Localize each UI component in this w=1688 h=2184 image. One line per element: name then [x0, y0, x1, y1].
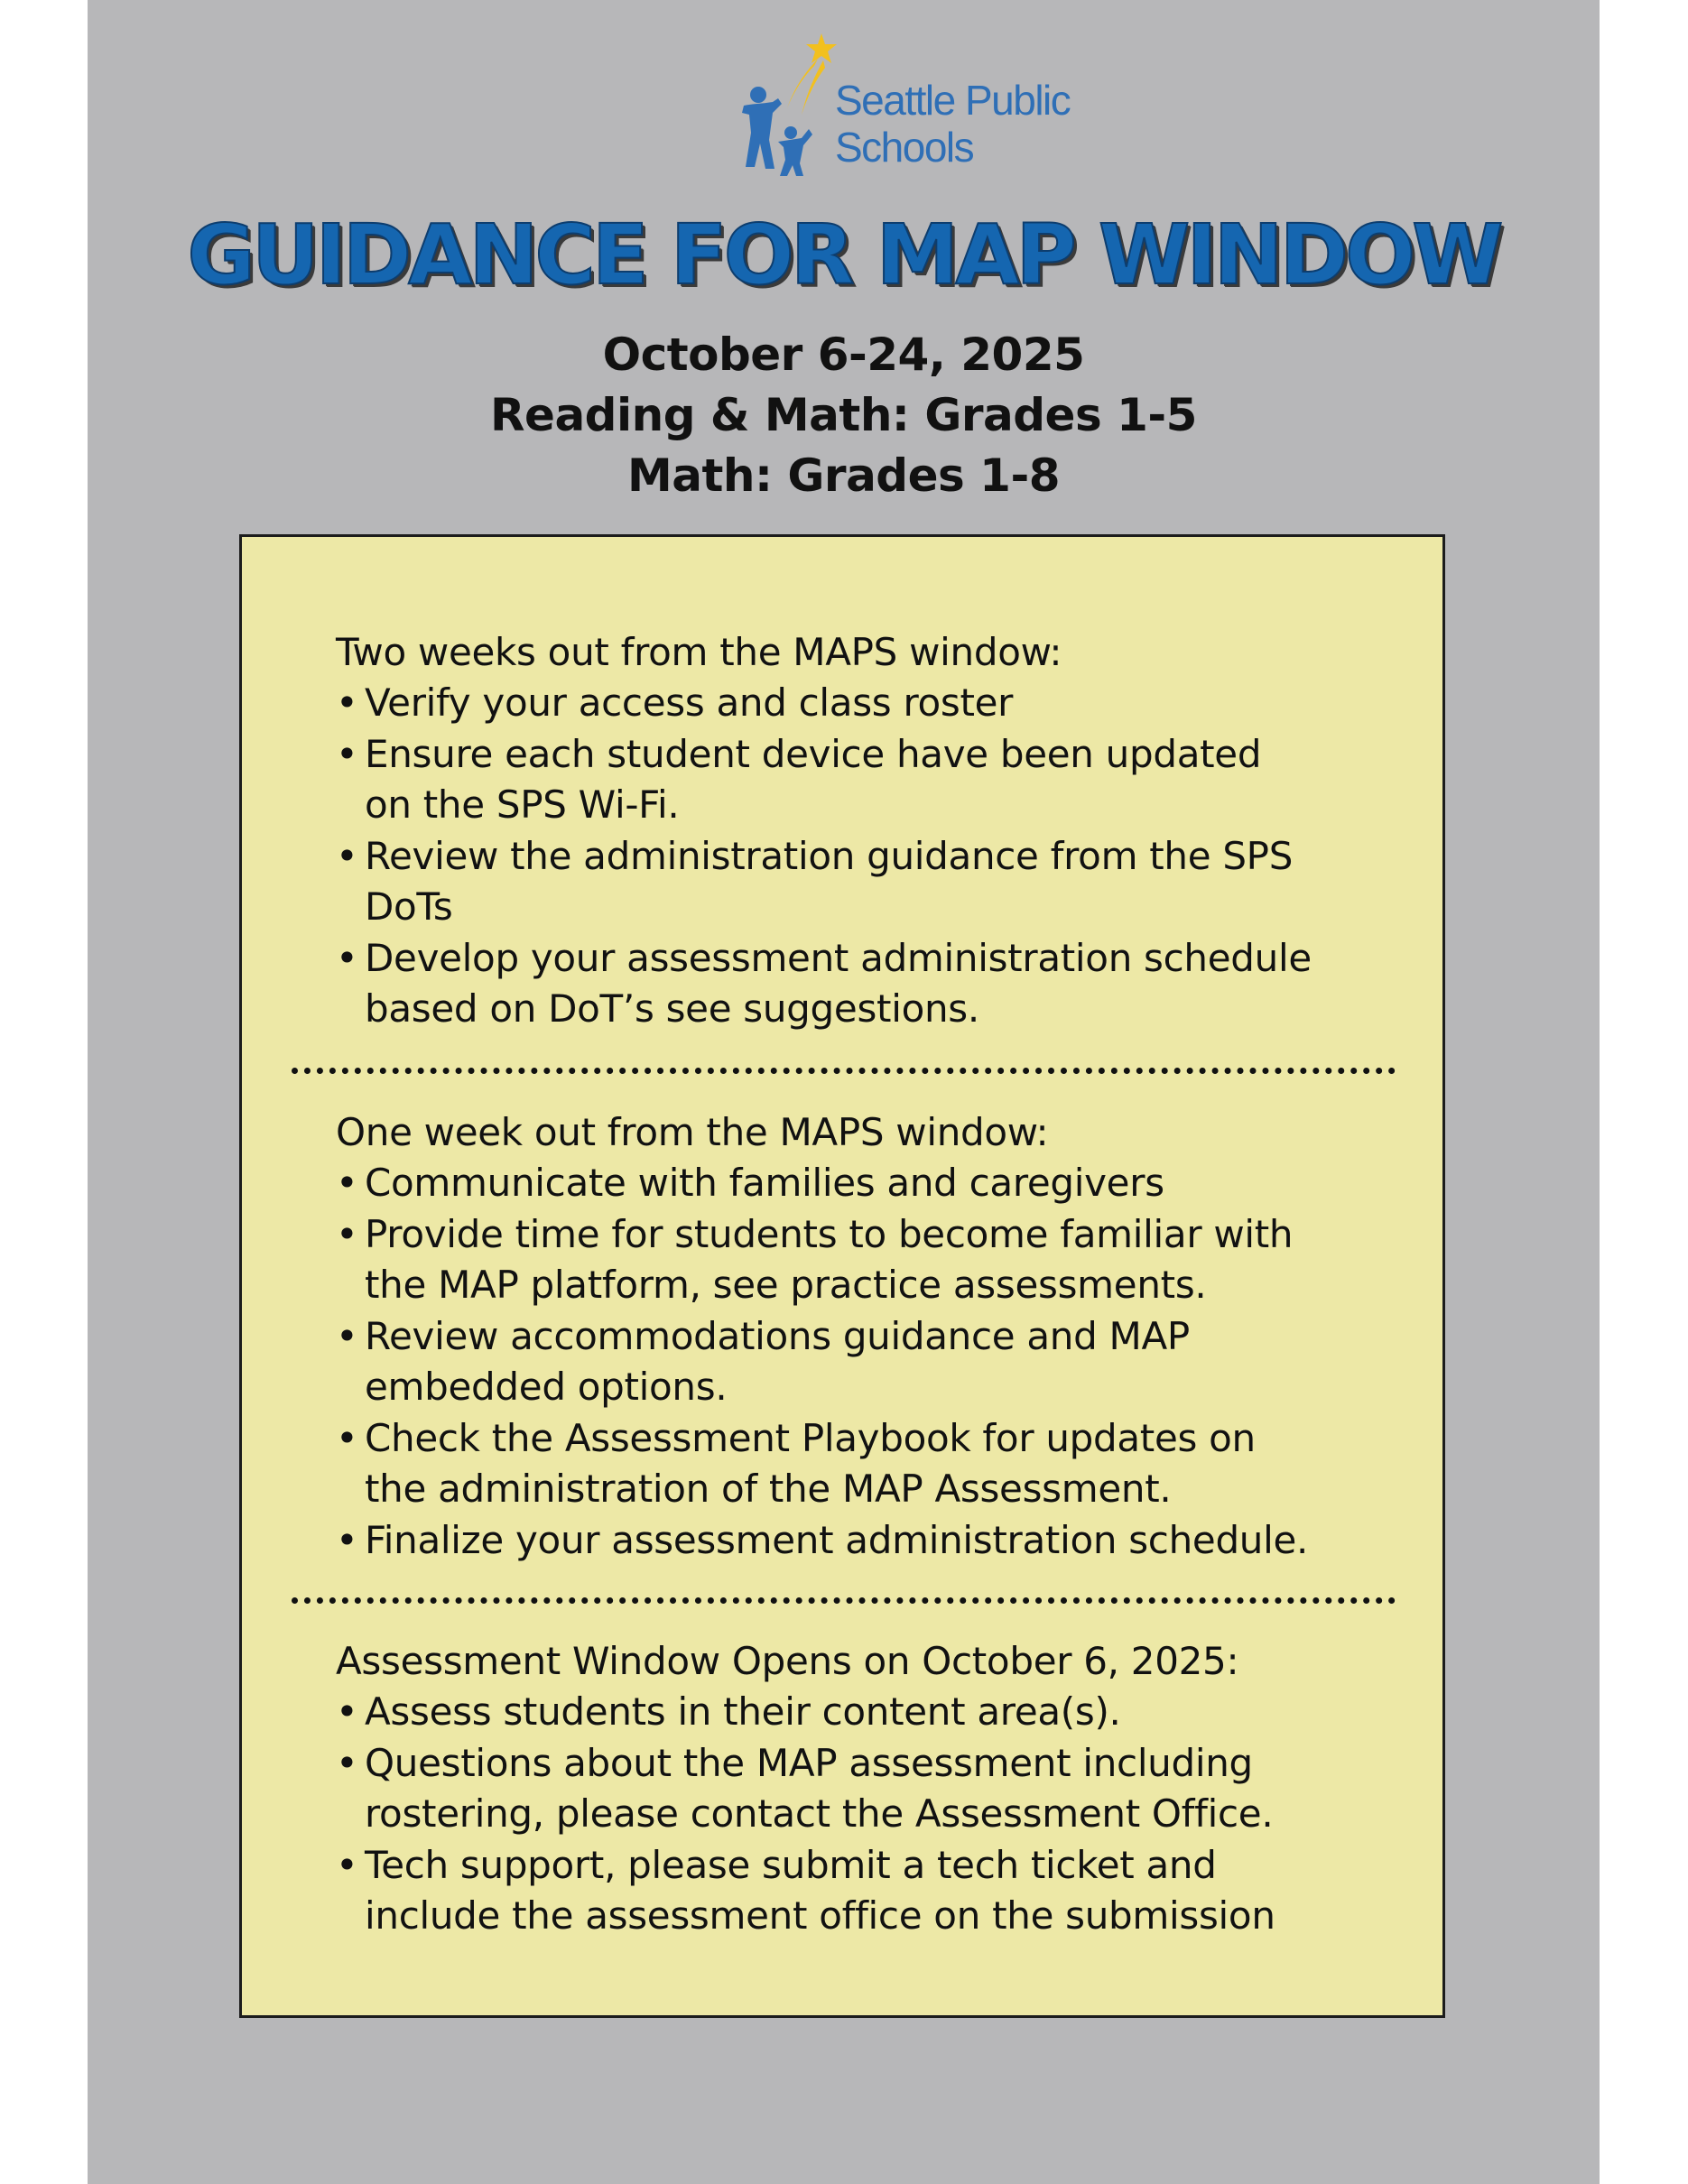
list-item: [336, 1840, 1383, 1942]
list-item-line: • Finalize your assessment administration schedule.: [365, 1517, 1309, 1562]
list-item-line: • Communicate with families and caregivers: [365, 1161, 1164, 1205]
list-item: [336, 1687, 1383, 1738]
list-item: [336, 1158, 1383, 1209]
list-item: [336, 1413, 1383, 1515]
list-item: [336, 933, 1383, 1035]
list-item-line: • Assess students in their content area(s).: [365, 1689, 1121, 1734]
list-item-line: • Provide time for students to become familiar with: [365, 1211, 1294, 1256]
section-heading: One week out from the MAPS window:: [336, 1110, 1049, 1154]
guidance-box: [239, 534, 1445, 2018]
list-item-line: • Check the Assessment Playbook for updates on: [365, 1415, 1256, 1460]
section-one-week-out: [336, 1107, 1383, 1566]
logo-figures-icon: [742, 32, 841, 176]
bullet-list: [336, 1687, 1383, 1942]
section-heading: Assessment Window Opens on October 6, 2025:: [336, 1639, 1239, 1683]
list-item-line: embedded options.: [365, 1365, 728, 1409]
subheading: [88, 325, 1600, 506]
list-item-line: rostering, please contact the Assessment Office.: [365, 1791, 1274, 1836]
bullet-list: [336, 1158, 1383, 1566]
logo-line-2: Schools: [835, 124, 974, 171]
list-item-line: based on DoT’s see suggestions.: [365, 986, 979, 1031]
list-item: [336, 1738, 1383, 1840]
bullet-list: [336, 678, 1383, 1035]
list-item-line: • Develop your assessment administration schedule: [365, 935, 1312, 980]
list-item-line: • Verify your access and class roster: [365, 680, 1014, 725]
list-item: [336, 831, 1383, 933]
list-item-line: • Review accommodations guidance and MAP: [365, 1313, 1190, 1358]
page-title: GUIDANCE FOR MAP WINDOW: [187, 207, 1500, 303]
subheading-math: Math: Grades 1-8: [626, 449, 1061, 502]
section-window-opens: [336, 1636, 1383, 1942]
list-item-line: • Questions about the MAP assessment including: [365, 1740, 1253, 1785]
window-dates: October 6-24, 2025: [602, 329, 1085, 381]
seattle-public-schools-logo: [742, 32, 1121, 176]
subheading-reading-math: Reading & Math: Grades 1-5: [490, 389, 1197, 441]
list-item: [336, 678, 1383, 729]
logo-line-1: Seattle Public: [835, 77, 1071, 124]
list-item: [336, 1515, 1383, 1567]
dotted-divider: [292, 1597, 1396, 1604]
list-item: [336, 1311, 1383, 1413]
list-item-line: • Review the administration guidance from the SPS: [365, 833, 1294, 878]
list-item-line: the administration of the MAP Assessment.: [365, 1467, 1172, 1511]
list-item-line: • Tech support, please submit a tech ticket and: [365, 1842, 1217, 1887]
section-two-weeks-out: [336, 627, 1383, 1035]
logo-star-icon: [806, 33, 837, 63]
list-item: [336, 729, 1383, 831]
list-item-line: the MAP platform, see practice assessments.: [365, 1263, 1207, 1307]
list-item-line: include the assessment office on the submission: [365, 1893, 1275, 1938]
section-heading: Two weeks out from the MAPS window:: [336, 630, 1062, 674]
list-item: [336, 1209, 1383, 1311]
dotted-divider: [292, 1068, 1396, 1074]
list-item-line: • Ensure each student device have been updated: [365, 731, 1262, 776]
list-item-line: DoTs: [365, 884, 453, 929]
logo-wordmark: [835, 77, 1070, 171]
list-item-line: on the SPS Wi-Fi.: [365, 782, 680, 827]
flyer-page: [88, 0, 1600, 2184]
